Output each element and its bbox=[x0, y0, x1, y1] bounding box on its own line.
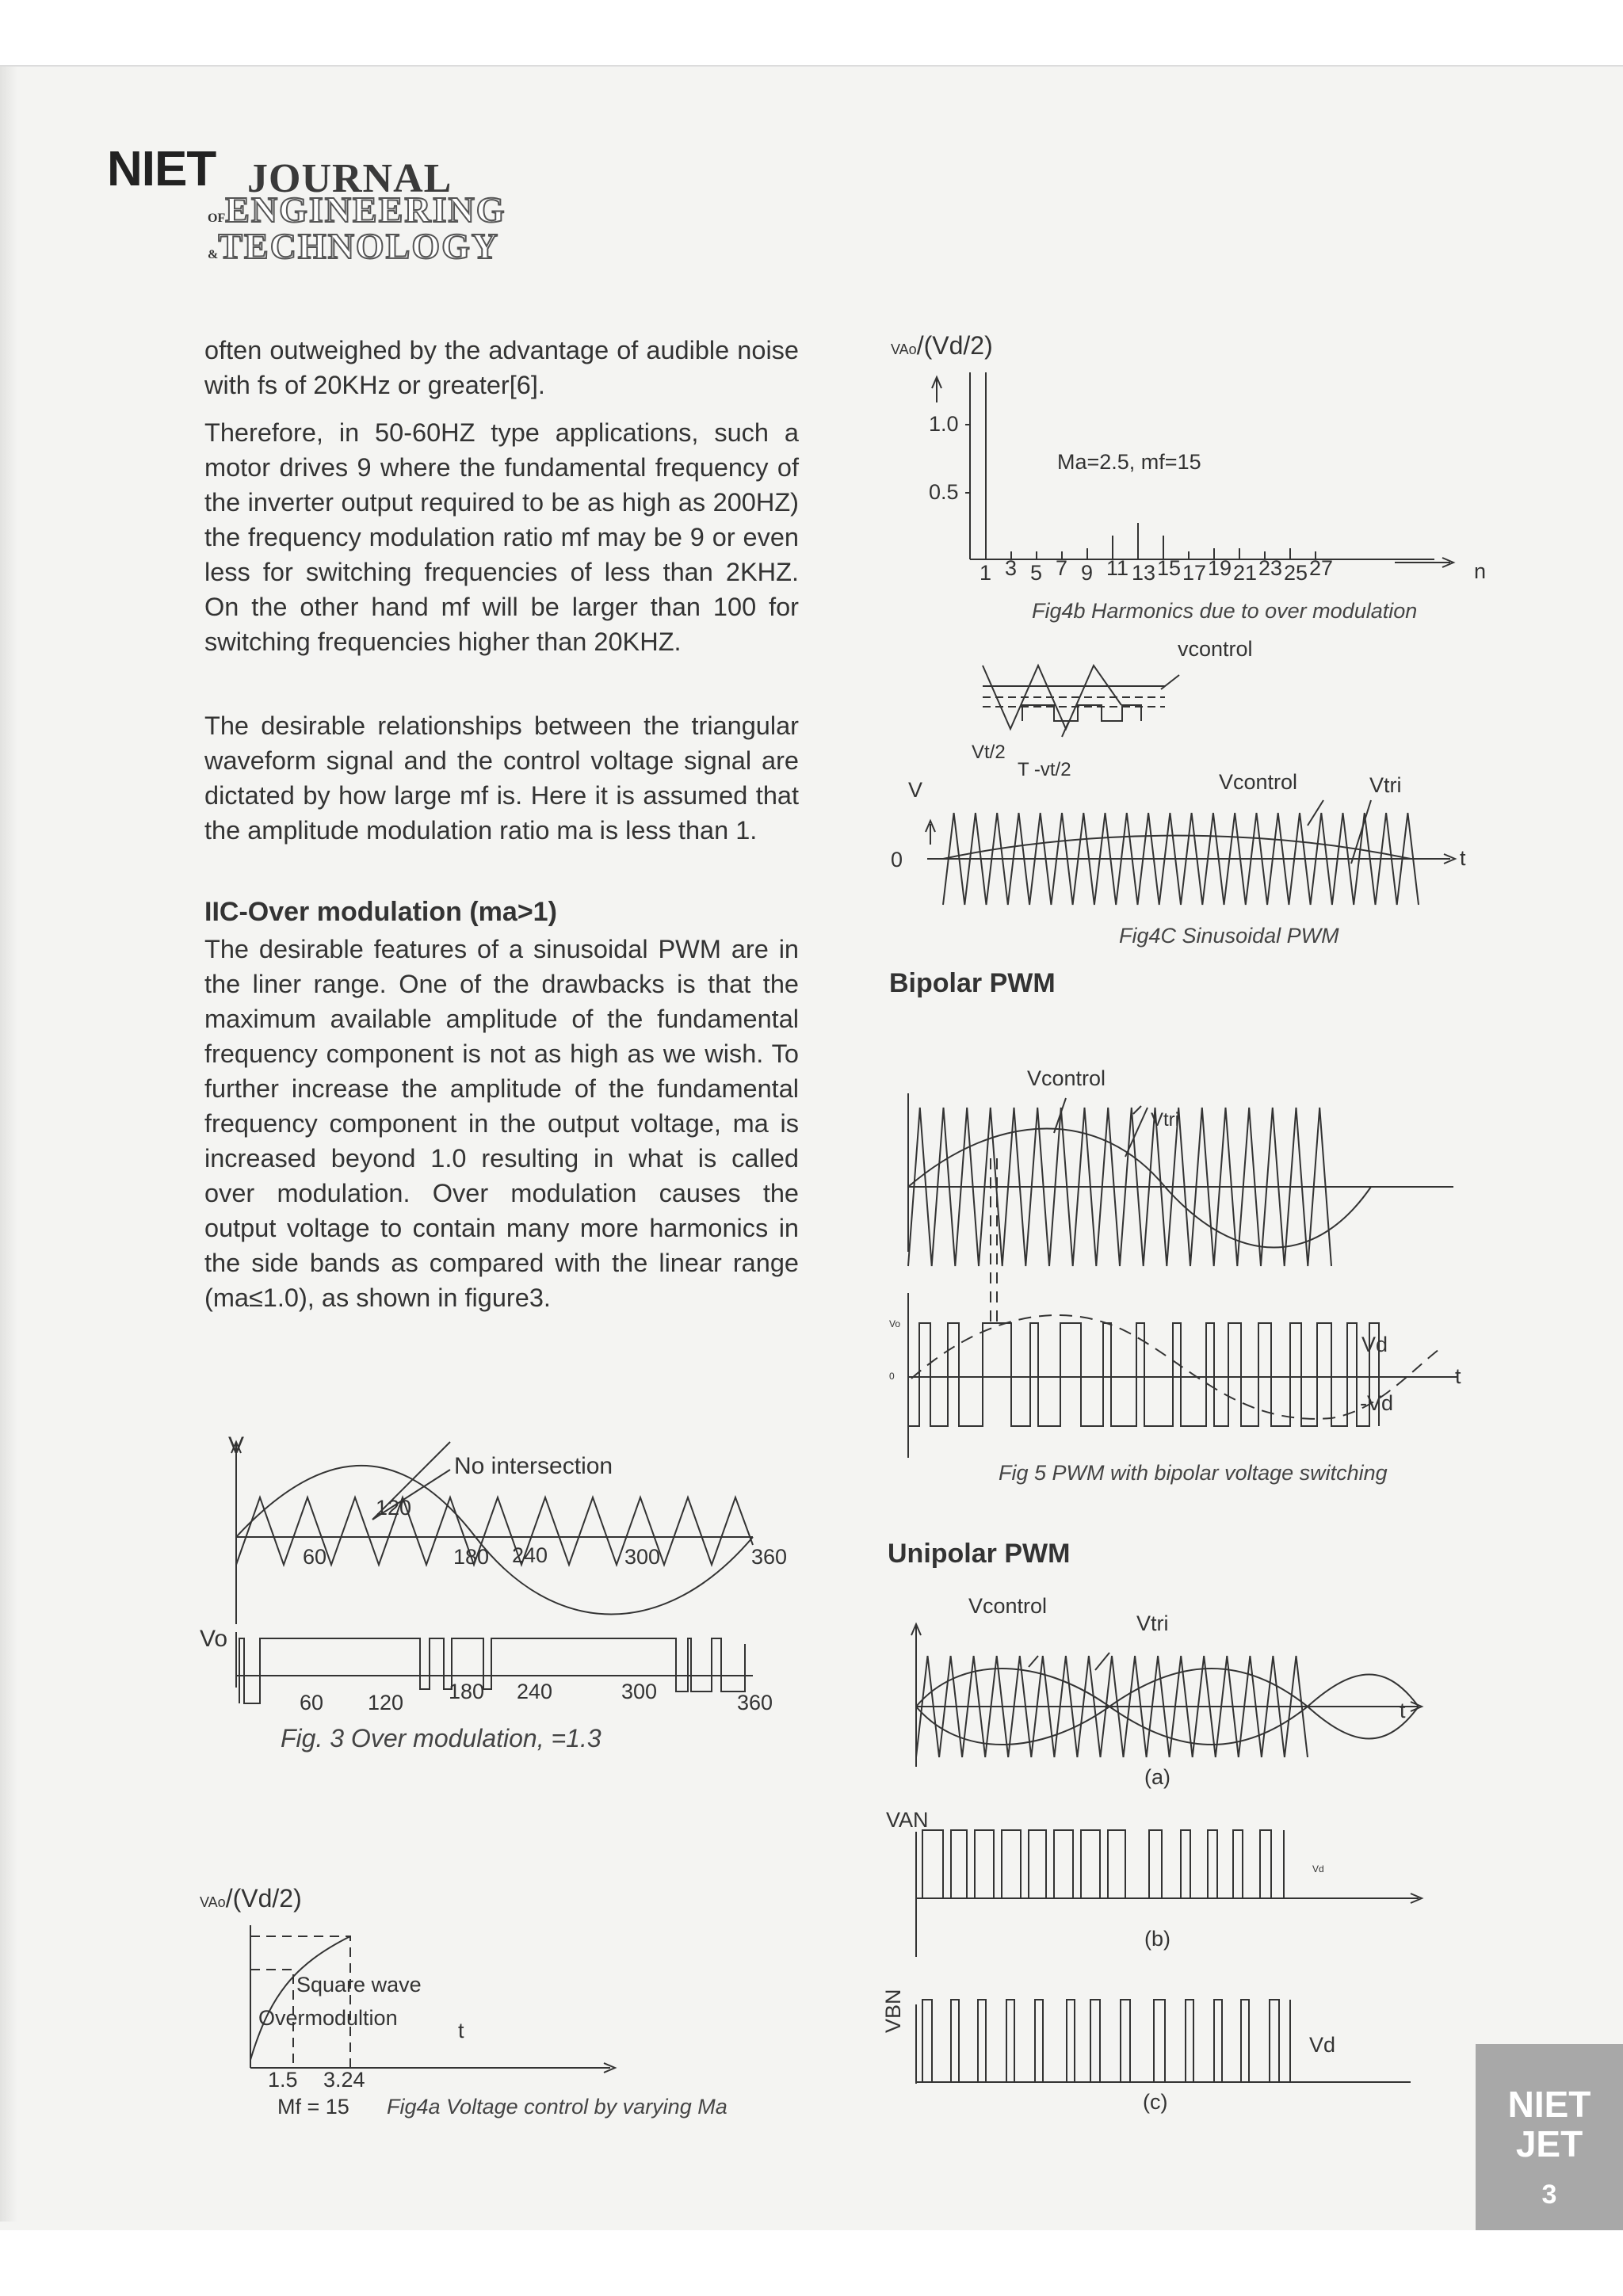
tab-line-2: JET bbox=[1515, 2123, 1583, 2164]
fig4c-vtri: Vtri bbox=[1369, 773, 1402, 797]
bipolar-vtri: Vtri bbox=[1151, 1109, 1179, 1131]
paragraph-4: The desirable features of a sinusoidal PWM are in the liner range. One of the drawbacks is that the maximum available amplitude of the fundamental frequency component is not as high as we wish. To further increase the amplitude of the fundamental frequency component in the output voltage, ma is increased beyond 1.0 resulting in what is called over modulation. Over modulation causes the output voltage to contain many more harmonics in the side bands as compared with the linear range (ma≤1.0), as shown in figure3. bbox=[204, 935, 799, 1312]
fig4b-ylabel bbox=[891, 331, 993, 360]
fig3-bottom-240: 240 bbox=[517, 1680, 553, 1703]
fig3-angle-180: 180 bbox=[453, 1545, 490, 1569]
bipolar-heading: Bipolar PWM bbox=[889, 968, 1056, 998]
paragraph-3: The desirable relationships between the triangular waveform signal and the control voltage signal are dictated by how large mf is. Here it is assumed that the amplitude modulation ratio ma is less than 1. bbox=[204, 711, 799, 845]
bipolar-zero: 0 bbox=[889, 1371, 895, 1382]
fig4c-caption: Fig4C Sinusoidal PWM bbox=[1119, 924, 1339, 948]
logo-technology-line bbox=[208, 225, 499, 267]
unipolar-label-a: (a) bbox=[1144, 1765, 1170, 1789]
fig3-angle-300: 300 bbox=[624, 1545, 661, 1569]
logo-amp: & bbox=[208, 248, 219, 261]
fig3-no-intersection: No intersection bbox=[454, 1453, 613, 1479]
fig4b-xtick: 23 bbox=[1258, 556, 1283, 580]
fig4a-caption: Fig4a Voltage control by varying Ma bbox=[387, 2095, 727, 2119]
fig4a-ylabel-main: /(Vd/2) bbox=[225, 1884, 302, 1913]
fig4a-x1: 1.5 bbox=[268, 2068, 298, 2092]
fig4b-xtick: 25 bbox=[1284, 561, 1308, 585]
fig3-angle-360: 360 bbox=[751, 1545, 788, 1569]
fig4b-xtick: 17 bbox=[1182, 561, 1207, 585]
unipolar-vtri: Vtri bbox=[1136, 1611, 1169, 1635]
logo-brand: NIET bbox=[107, 142, 216, 196]
logo-technology: TECHNOLOGY bbox=[218, 226, 500, 266]
fig4c-t-vt2: T -vt/2 bbox=[1018, 759, 1071, 780]
unipolar-label-b: (b) bbox=[1144, 1927, 1170, 1951]
fig4c-inset bbox=[975, 658, 1197, 753]
page-tab bbox=[1476, 2044, 1623, 2230]
section-heading-overmodulation: IIC-Over modulation (ma>1) bbox=[204, 897, 557, 927]
scan-edge-shadow bbox=[0, 67, 17, 2222]
fig4b-caption: Fig4b Harmonics due to over modulation bbox=[1032, 599, 1418, 623]
fig4b-xtick: 3 bbox=[1005, 556, 1018, 580]
unipolar-vd: Vd bbox=[1309, 2033, 1336, 2057]
fig4a-x2: 3.24 bbox=[323, 2068, 365, 2092]
page-bottom-band bbox=[0, 2230, 1623, 2296]
fig4b-xtick: 15 bbox=[1157, 556, 1182, 580]
fig4c-t: t bbox=[1460, 846, 1466, 870]
unipolar-label-c: (c) bbox=[1143, 2090, 1168, 2114]
fig4a-plot bbox=[246, 1925, 626, 2084]
fig3-vo-label: Vo bbox=[200, 1626, 228, 1652]
tab-line-1: NIET bbox=[1507, 2084, 1591, 2125]
fig4b-xtick: 27 bbox=[1309, 556, 1334, 580]
fig4b-ylabel-sub: VAo bbox=[891, 341, 917, 357]
bipolar-vcontrol: Vcontrol bbox=[1027, 1066, 1106, 1090]
fig4a-ylabel bbox=[200, 1884, 302, 1913]
unipolar-plot bbox=[911, 1624, 1434, 2100]
unipolar-heading: Unipolar PWM bbox=[888, 1539, 1071, 1569]
fig3-bottom-300: 300 bbox=[621, 1680, 658, 1703]
fig3-bottom-180: 180 bbox=[449, 1680, 485, 1703]
bipolar-t: t bbox=[1455, 1364, 1461, 1388]
logo-engineering: ENGINEERING bbox=[225, 189, 506, 230]
fig4b-ytick-1: 1.0 bbox=[929, 412, 959, 436]
fig4b-ytick-05: 0.5 bbox=[929, 480, 959, 504]
fig4b-xtick: 7 bbox=[1056, 556, 1068, 580]
fig4b-n: n bbox=[1474, 559, 1487, 583]
bipolar-vo: Vo bbox=[889, 1318, 901, 1329]
fig5-caption: Fig 5 PWM with bipolar voltage switching bbox=[999, 1461, 1388, 1485]
fig4b-xtick: 9 bbox=[1081, 561, 1094, 585]
fig4c-vcontrol: Vcontrol bbox=[1219, 770, 1298, 794]
fig3-v-label: V bbox=[228, 1432, 245, 1459]
unipolar-vbn: VBN bbox=[881, 1989, 905, 2033]
fig3-angle-120: 120 bbox=[376, 1496, 412, 1520]
fig4a-mf: Mf = 15 bbox=[277, 2095, 349, 2119]
fig4b-xtick: 13 bbox=[1132, 561, 1156, 585]
logo-of: OF bbox=[208, 212, 226, 225]
page-top-band bbox=[0, 0, 1623, 67]
fig4a-ylabel-sub: VAo bbox=[200, 1894, 226, 1910]
tab-page-number: 3 bbox=[1541, 2180, 1557, 2210]
unipolar-vd-small: Vd bbox=[1312, 1863, 1324, 1875]
fig4a-t: t bbox=[458, 2019, 464, 2042]
fig4b-xtick: 19 bbox=[1208, 556, 1232, 580]
unipolar-t: t bbox=[1400, 1699, 1406, 1722]
fig3-angle-60: 60 bbox=[303, 1545, 327, 1569]
fig4a-overmod: Overmodultion bbox=[258, 2006, 398, 2030]
fig4c-v: V bbox=[908, 778, 923, 802]
unipolar-van: VAN bbox=[886, 1808, 929, 1832]
fig4b-xtick: 11 bbox=[1106, 556, 1129, 580]
fig4c-vt2: Vt/2 bbox=[972, 742, 1006, 763]
logo-journal: JOURNAL bbox=[247, 156, 453, 201]
fig3-bottom-360: 360 bbox=[737, 1691, 773, 1714]
fig3-angle-240: 240 bbox=[512, 1543, 548, 1567]
paragraph-2: Therefore, in 50-60HZ type applications, such a motor drives 9 where the fundamental frequency of the inverter output required to be as high as 200HZ) the frequency modulation ratio mf may be 9 or even less for switching frequencies of less than 2KHZ. On the other hand mf will be larger than 100 for switching frequencies higher than 20KHZ. bbox=[204, 418, 799, 656]
bipolar-vd: Vd bbox=[1361, 1333, 1388, 1356]
unipolar-vcontrol: Vcontrol bbox=[968, 1594, 1048, 1618]
fig4a-square-wave: Square wave bbox=[296, 1973, 422, 1997]
fig3-caption: Fig. 3 Over modulation, =1.3 bbox=[281, 1724, 601, 1753]
fig4b-ylabel-main: /(Vd/2) bbox=[916, 331, 993, 360]
fig4b-xtick: 21 bbox=[1233, 561, 1258, 585]
fig4b-xtick: 5 bbox=[1030, 561, 1043, 585]
bipolar-neg-vd: -Vd bbox=[1360, 1391, 1394, 1415]
fig4c-zero: 0 bbox=[891, 848, 903, 871]
fig4c-plot bbox=[911, 792, 1466, 911]
paragraph-1: often outweighed by the advantage of audible noise with fs of 20KHz or greater[6]. bbox=[204, 336, 799, 399]
fig4b-plot bbox=[927, 372, 1498, 570]
fig3-bottom-60: 60 bbox=[300, 1691, 324, 1714]
fig4b-xtick: 1 bbox=[980, 561, 992, 585]
fig4b-annotation: Ma=2.5, mf=15 bbox=[1057, 450, 1201, 474]
fig4c-vcontrol-top: vcontrol bbox=[1178, 637, 1253, 661]
fig3-bottom-120: 120 bbox=[368, 1691, 404, 1714]
